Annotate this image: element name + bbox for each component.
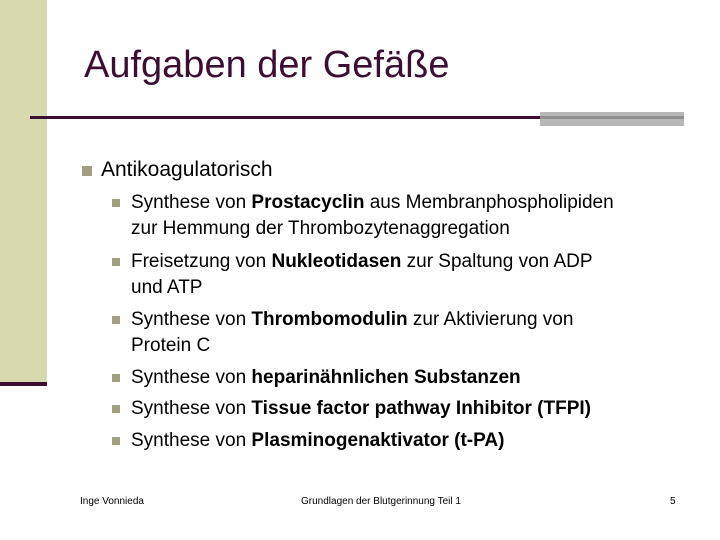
term-nukleotidasen: Nukleotidasen — [271, 251, 402, 272]
bullet-square-icon — [82, 166, 92, 176]
slide-title: Aufgaben der Gefäße — [84, 44, 450, 86]
sub-bullet-6: Synthese von Plasminogenaktivator (t-PA) — [131, 430, 505, 451]
bullet-square-icon — [112, 258, 120, 266]
sub-bullet-2: Freisetzung von Nukleotidasen zur Spaltung von ADP und ATP — [131, 251, 593, 298]
sub-bullet-4: Synthese von heparinähnlichen Substanzen — [131, 367, 521, 388]
footer-author: Inge Vonnieda — [80, 496, 144, 507]
bullet-square-icon — [112, 437, 120, 445]
title-underline-accent-line — [540, 116, 684, 119]
bullet-square-icon — [112, 199, 120, 207]
footer-page-number: 5 — [670, 496, 676, 507]
bullet-square-icon — [112, 405, 120, 413]
sub-bullet-5: Synthese von Tissue factor pathway Inhibitor (TFPI) — [131, 398, 591, 419]
sub-bullet-1: Synthese von Prostacyclin aus Membranphospholipiden zur Hemmung der Thrombozytenaggregation — [131, 192, 614, 239]
term-t-pa: Plasminogenaktivator (t-PA) — [251, 430, 505, 451]
left-decor-rule — [0, 382, 47, 386]
bullet-square-icon — [112, 374, 120, 382]
main-bullet: Antikoagulatorisch — [101, 158, 273, 181]
footer-course: Grundlagen der Blutgerinnung Teil 1 — [301, 496, 461, 507]
title-underline-accent — [540, 112, 684, 126]
term-thrombomodulin: Thrombomodulin — [251, 309, 408, 330]
term-prostacyclin: Prostacyclin — [251, 192, 365, 213]
term-tfpi: Tissue factor pathway Inhibitor (TFPI) — [251, 398, 591, 419]
left-decor-band — [0, 0, 47, 386]
bullet-square-icon — [112, 316, 120, 324]
title-underline — [30, 116, 540, 119]
sub-bullet-3: Synthese von Thrombomodulin zur Aktivierung von Protein C — [131, 309, 574, 356]
term-heparinaehnliche-substanzen: heparinähnlichen Substanzen — [251, 367, 521, 388]
